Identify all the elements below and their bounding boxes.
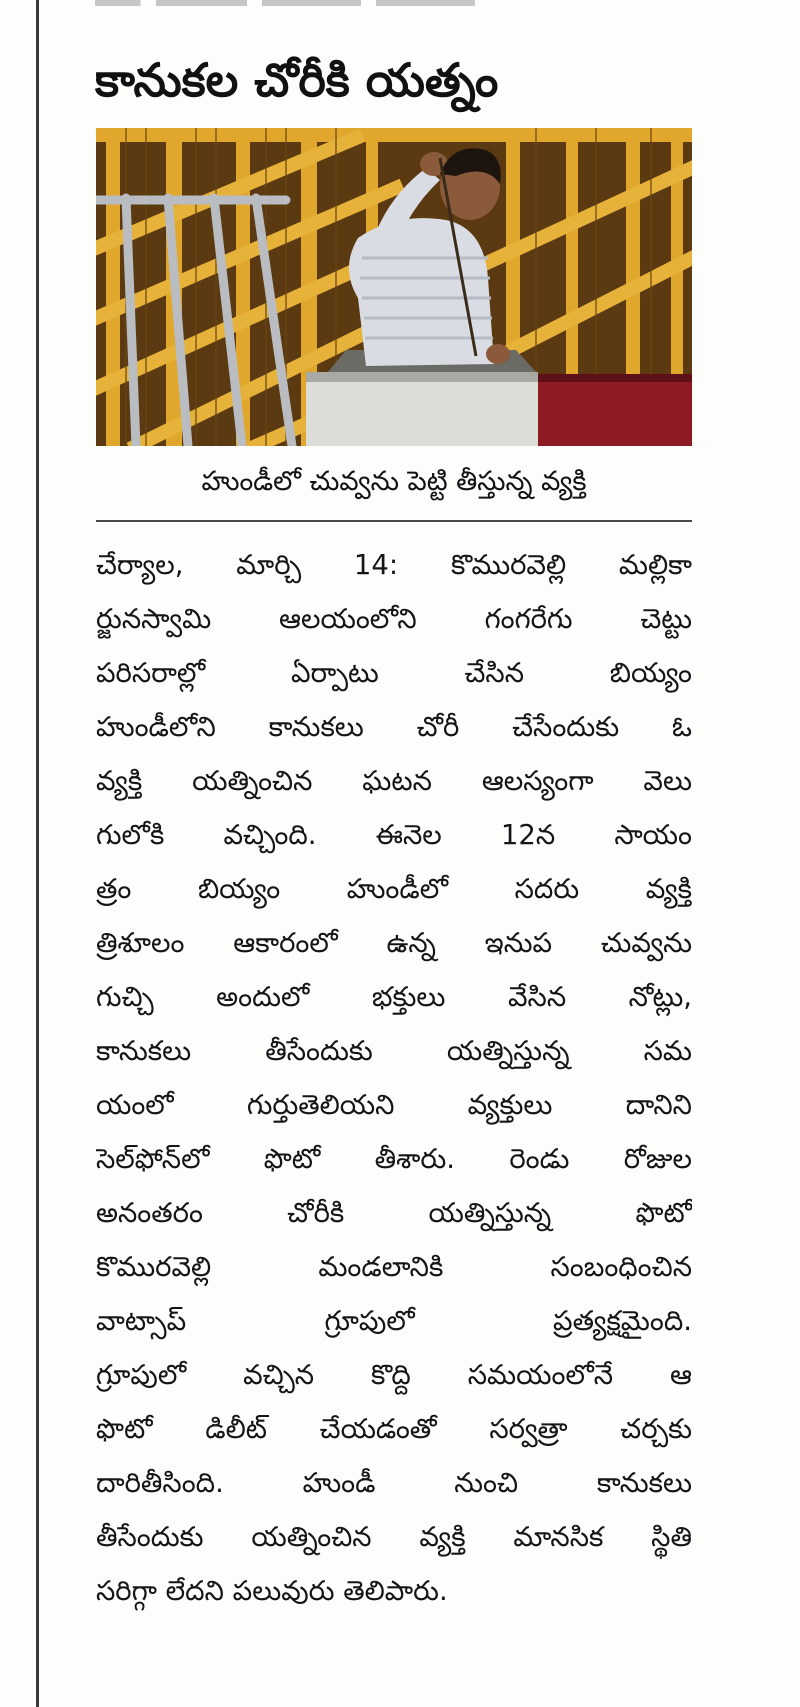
body-line: త్రం బియ్యం హుండీలో సదరు వ్యక్తి xyxy=(96,873,692,905)
body-line: గులోకి వచ్చింది. ఈనెల 12న సాయం xyxy=(96,819,692,851)
body-line: పరిసరాల్లో ఏర్పాటు చేసిన బియ్యం xyxy=(96,657,692,689)
cropped-previous-text xyxy=(95,0,475,6)
photo-caption: హుండీలో చువ్వను పెట్టి తీస్తున్న వ్యక్తి xyxy=(201,466,587,497)
body-line: సరిగ్గా లేదని పలువురు తెలిపారు. xyxy=(96,1575,448,1607)
body-line: గ్రూపులో వచ్చిన కొద్ది సమయంలోనే ఆ xyxy=(96,1359,692,1391)
body-line: సెల్‌ఫోన్‌లో ఫొటో తీశారు. రెండు రోజుల xyxy=(96,1143,692,1175)
body-line: వాట్సాప్ గ్రూపులో ప్రత్యక్షమైంది. xyxy=(96,1305,692,1337)
body-line: అనంతరం చోరీకి యత్నిస్తున్న ఫొటో xyxy=(96,1197,692,1229)
article-body xyxy=(96,538,692,1618)
article-photo xyxy=(96,128,692,446)
body-line: వ్యక్తి యత్నించిన ఘటన ఆలస్యంగా వెలు xyxy=(96,765,692,797)
body-line: హుండీలోని కానుకలు చోరీ చేసేందుకు ఓ xyxy=(96,711,692,743)
caption-divider xyxy=(96,520,692,522)
column-divider xyxy=(36,0,39,1707)
body-line: త్రిశూలం ఆకారంలో ఉన్న ఇనుప చువ్వను xyxy=(96,927,692,959)
body-line: యంలో గుర్తుతెలియని వ్యక్తులు దానిని xyxy=(96,1089,692,1121)
body-line: ర్జునస్వామి ఆలయంలోని గంగరేగు చెట్టు xyxy=(96,603,692,635)
body-line: చేర్యాల, మార్చి 14: కొమురవెల్లి మల్లికా xyxy=(96,549,692,581)
body-line: కానుకలు తీసేందుకు యత్నిస్తున్న సమ xyxy=(96,1035,692,1067)
body-line: గుచ్చి అందులో భక్తులు వేసిన నోట్లు, xyxy=(96,981,692,1013)
body-line: దారితీసింది. హుండీ నుంచి కానుకలు xyxy=(96,1467,692,1499)
body-line: తీసేందుకు యత్నించిన వ్యక్తి మానసిక స్థితి xyxy=(96,1521,692,1553)
article-headline: కానుకల చోరీకి యత్నం xyxy=(95,53,499,107)
body-line: ఫొటో డిలీట్ చేయడంతో సర్వత్రా చర్చకు xyxy=(96,1413,692,1445)
body-line: కొమురవెల్లి మండలానికి సంబంధించిన xyxy=(96,1251,692,1283)
